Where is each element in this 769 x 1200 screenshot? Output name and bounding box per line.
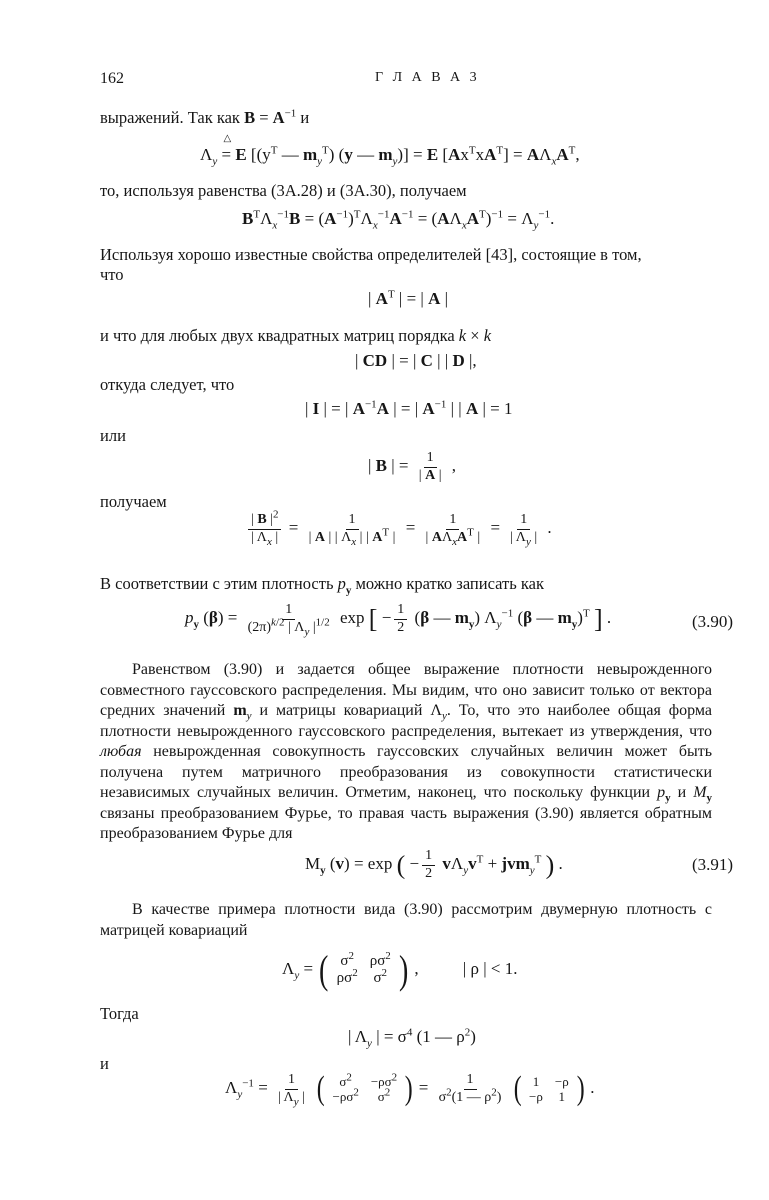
equation-det-transpose: | $A^T$ | = | A |	[368, 288, 449, 308]
equation-number: (3.91)	[692, 855, 734, 874]
text-line: Тогда	[100, 1004, 139, 1023]
text-line: и что для любых двух квадратных матриц порядка k × k	[100, 326, 492, 345]
text-line: откуда следует, что	[100, 375, 235, 394]
equation-inverse-covariance: $\Lambda_y^{-1}$ = $\frac{1}{| \Lambda_y |}$ ( $\sigma^2$ $-\rho\sigma^2$ $-\rho\sigma^2$ $\sigma^2$ ) = $\frac{1}{\sigma^2(1 — \rho^2)}$ ( 1 −ρ −ρ 1 ) .	[225, 1070, 595, 1108]
running-header: Г Л А В А 3	[375, 70, 480, 85]
equation-det-ratio: $\frac{| B |^2}{| \Lambda_x |}$ = $\frac{1}{| A | | \Lambda_x | | A^T |}$ = $\frac{1}{| A\Lambda_xA^T |}$ = $\frac{1}{| \Lambda_y |}$ .	[245, 512, 552, 547]
text-line: Используя хорошо известные свойства определителей [43], состоящие в том,	[100, 245, 642, 264]
equation-det-b: | B | = $\frac{1}{| A |}$ ,	[368, 450, 456, 483]
text-line: то, используя равенства (3А.28) и (3А.30), получаем	[100, 181, 467, 200]
text-line: или	[100, 426, 126, 445]
equation-covariance-matrix: $\Lambda_y$ = ( $\sigma^2$ $\rho\sigma^2$ $\rho\sigma^2$ $\sigma^2$ ) , | ρ | < 1.	[282, 947, 518, 992]
text-line: выражений. Так как $B = A^{-1}$ и	[100, 107, 310, 127]
equation-det-lambda: | $\Lambda_y$ | = $\sigma^4$ (1 — $\rho^2$)	[348, 1026, 476, 1050]
equation-3-90: $p_y$ (β) = $\frac{1}{(2\pi)^{k/2} | \Lambda_y |^{1/2}}$ exp [ − $\frac{1}{2}$ (β — $m_y$) $\Lambda_y^{-1}$ (β — $m_y)^T$ ] .	[185, 602, 612, 638]
text-line: что	[100, 265, 124, 284]
equation-det-product: | CD | = | C | | D |,	[355, 351, 477, 370]
paragraph: В качестве примера плотности вида (3.90) рассмотрим двумерную плотность с матрицей ковариаций	[100, 901, 712, 939]
text-line: получаем	[100, 492, 167, 511]
paragraph: Равенством (3.90) и задается общее выражение плотности невырожденного совместного гауссовского распределения. Мы видим, что оно зависит только от вектора средних значений $m_y$ и матрицы ковариаций $\Lambda_y$. То, что это наиболее общая форма плотности невырожденного гауссовского распределения, вытекает из утверждения, что любая невырожденная совокупность гауссовских случайных величин может быть получена путем матричного преобразования из совокупности статистически независимых случайных величин. Отметим, наконец, что поскольку функции $p_y$ и $M_y$ связаны преобразованием Фурье, то правая часть выражения (3.90) является обратным преобразованием Фурье для	[100, 661, 713, 842]
text-line: и	[100, 1054, 109, 1073]
page-number: 162	[100, 70, 124, 87]
text-line: В соответствии с этим плотность $p_y$ можно кратко записать как	[100, 574, 544, 597]
equation-inverse: $B^T\Lambda_x^{-1}B = (A^{-1})^T\Lambda_x^{-1}A^{-1} = (A\Lambda_xA^T)^{-1} = \Lambda_y^{-1}$.	[242, 208, 555, 232]
equation-det-identity: | I | = | $A^{-1}A$ | = | $A^{-1}$ | | A | = 1	[305, 398, 513, 418]
equation-number: (3.90)	[692, 612, 734, 631]
equation-3-91: $M_y$ (v) = exp ( − $\frac{1}{2}$ $v\Lambda_yv^T + jvm_y^T$ ) .	[305, 848, 563, 881]
equation-covariance-def: $\Lambda_y$ = △ E [($y^T$ — $m_y^T$) (y — $m_y)] = E$ $[Ax^TxA^T] = A\Lambda_xA^T$,	[200, 133, 580, 168]
